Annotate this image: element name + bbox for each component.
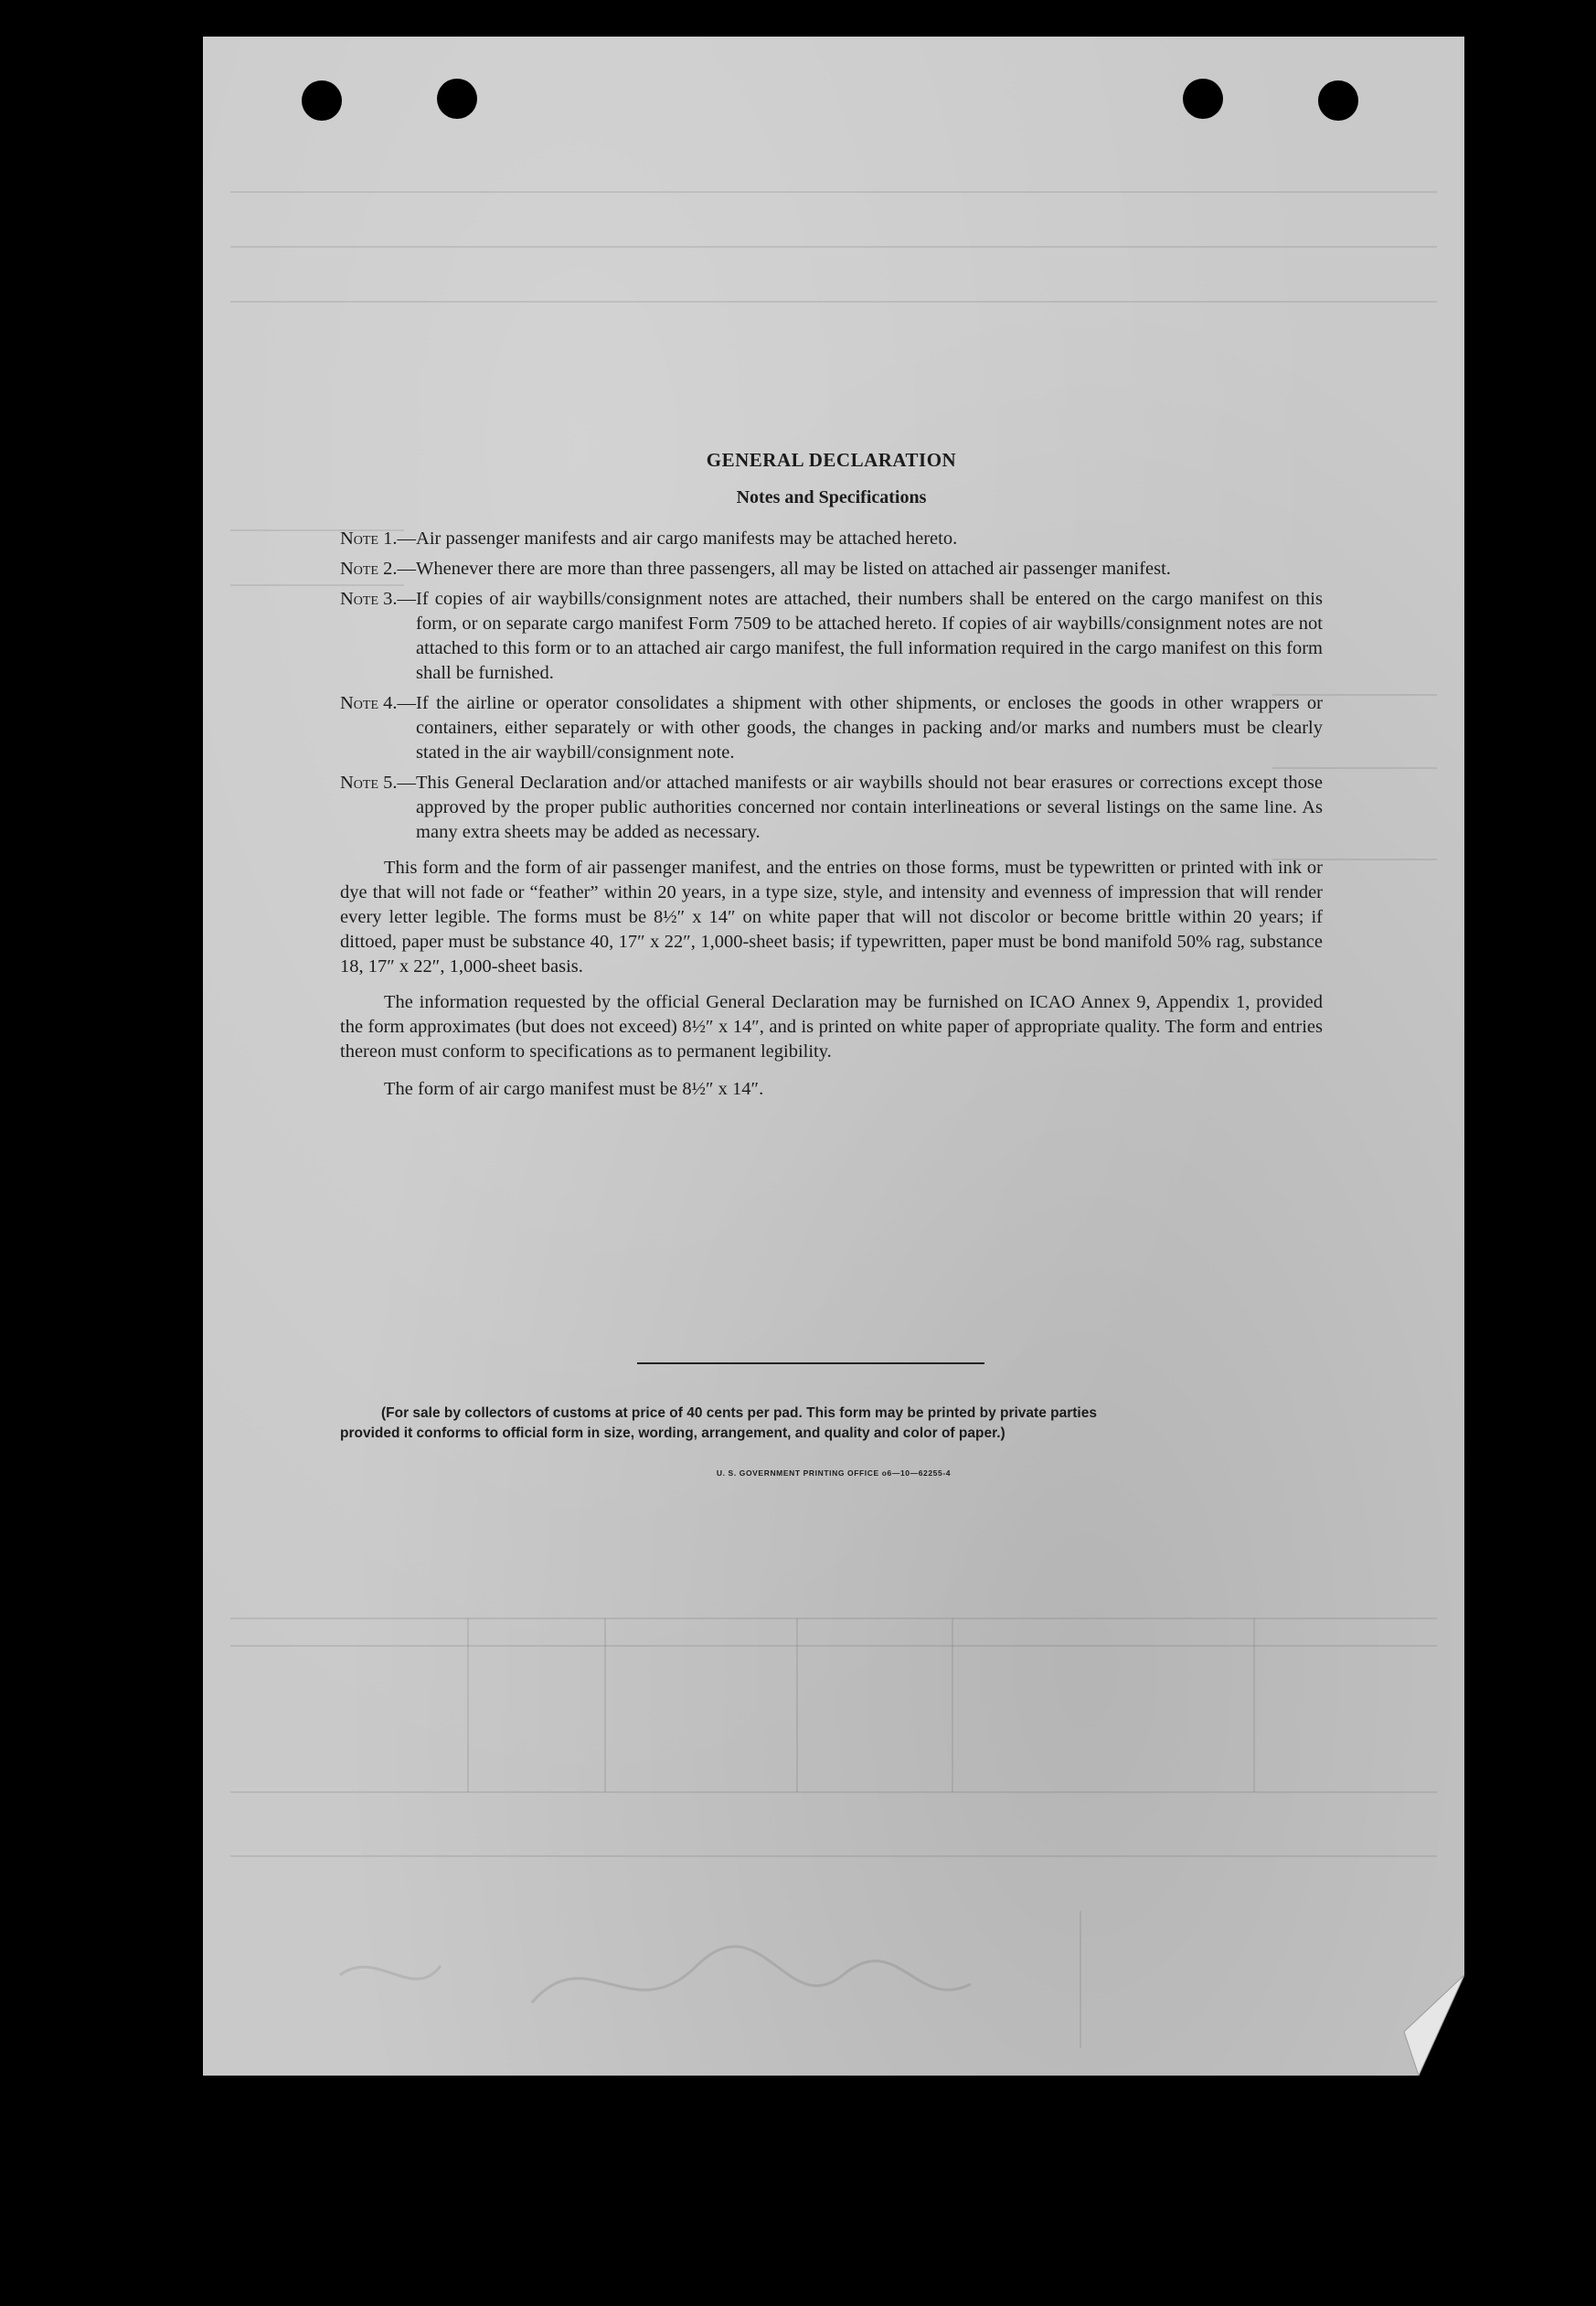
note-label: Note 4.— xyxy=(340,693,417,713)
sale-notice xyxy=(340,1404,1323,1444)
punch-hole-top-right-1 xyxy=(1183,79,1223,119)
note-text: Air passenger manifests and air cargo manifests may be attached hereto. xyxy=(416,528,958,549)
note-text: Whenever there are more than three passengers, all may be listed on attached air passenger manifest. xyxy=(416,559,1171,579)
horizontal-rule xyxy=(637,1362,984,1364)
paragraph-cargo-manifest-size: The form of air cargo manifest must be 8½″ x 14″. xyxy=(384,1079,764,1099)
paragraph-form-requirements: This form and the form of air passenger manifest, and the entries on those forms, must be typewritten or printed with ink or dye that will not fade or “feather” within 20 years, in a type size, style, and intensity and evenness of impression that will render every letter legible. The forms must be 8½″ x 14″ on white paper that will not discolor or become brittle within 20 years; if dittoed, paper must be substance 40, 17″ x 22″, 1,000-sheet basis; if typewritten, paper must be bond manifold 50% rag, substance 18, 17″ x 22″, 1,000-sheet basis. xyxy=(340,858,1323,977)
note-text: If the airline or operator consolidates a shipment with other shipments, or encloses the goods in other wrappers or containers, either separately or with other goods, the changes in packing and/or marks and numbers must be clearly stated in the air waybill/consignment note. xyxy=(416,693,1323,763)
sale-notice-line-1: (For sale by collectors of customs at price of 40 cents per pad. This form may be printed by private parties xyxy=(381,1405,1097,1421)
punch-hole-top-right-2 xyxy=(1318,80,1358,121)
note-label: Note 1.— xyxy=(340,528,417,549)
document-title: GENERAL DECLARATION xyxy=(706,449,957,471)
punch-hole-top-left-1 xyxy=(302,80,342,121)
folded-corner xyxy=(1391,1975,1464,2076)
sale-notice-line-2: provided it conforms to official form in size, wording, arrangement, and quality and color of paper.) xyxy=(340,1425,1005,1441)
note-1 xyxy=(340,527,1323,551)
note-label: Note 3.— xyxy=(340,589,417,609)
note-3 xyxy=(340,587,1323,686)
printer-imprint: U. S. GOVERNMENT PRINTING OFFICE o6—10—62255-4 xyxy=(716,1468,952,1478)
note-5 xyxy=(340,771,1323,845)
document-page xyxy=(203,37,1464,2076)
document-subtitle: Notes and Specifications xyxy=(736,487,927,507)
notes-and-specifications xyxy=(340,448,1323,1102)
note-text: If copies of air waybills/consignment notes are attached, their numbers shall be entered on the cargo manifest on this form, or on separate cargo manifest Form 7509 to be attached hereto. If copies of air waybills/consignment notes are not attached to this form or to an attached air cargo manifest, the full information required in the cargo manifest on this form shall be furnished. xyxy=(416,589,1323,683)
note-label: Note 5.— xyxy=(340,773,417,793)
note-text: This General Declaration and/or attached manifests or air waybills should not bear erasures or corrections except those approved by the proper public authorities concerned nor contain interlineations or several listings on the same line. As many extra sheets may be added as necessary. xyxy=(416,773,1323,842)
note-label: Note 2.— xyxy=(340,559,417,579)
paragraph-icao-annex: The information requested by the official General Declaration may be furnished on ICAO Annex 9, Appendix 1, provided the form approximates (but does not exceed) 8½″ x 14″, and is printed on white paper of appropriate quality. The form and entries thereon must conform to specifications as to permanent legibility. xyxy=(340,992,1323,1062)
note-2 xyxy=(340,557,1323,582)
punch-hole-top-left-2 xyxy=(437,79,477,119)
note-4 xyxy=(340,691,1323,765)
